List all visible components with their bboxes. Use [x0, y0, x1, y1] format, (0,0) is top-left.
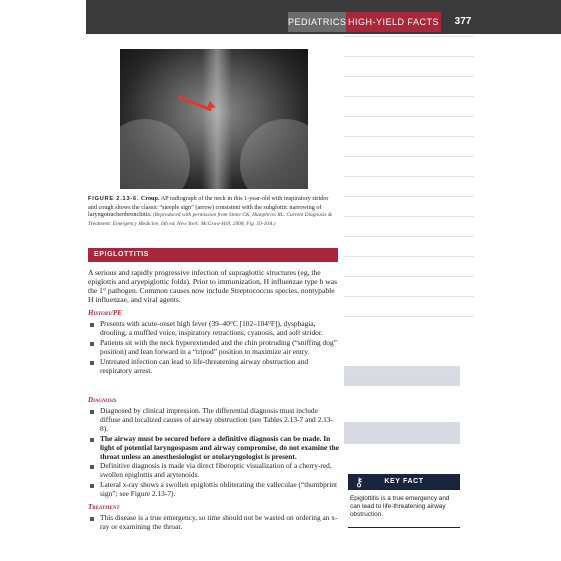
- list-item: Presents with acute-onset high fever (39–40°C [102–104°F]), dysphagia, drooling, a muffled voice, inspiratory retractions, cyanosis, and soft stridor.: [88, 320, 340, 338]
- header-book-title: HIGH-YIELD FACTS IN: [346, 12, 441, 32]
- treatment-list: [88, 514, 340, 533]
- key-fact-title: KEY FACT: [348, 474, 460, 490]
- figure-caption-text: AP radiograph of the neck in this 1-year-old with inspiratory stridor and cough shows the classic “steeple sign” (arrow) consistent with the subglottic narrowing of laryngotracheobronchitis.: [88, 195, 329, 219]
- header-section-label: PEDIATRICS: [288, 12, 346, 32]
- list-item: Lateral x-ray shows a swollen epiglottis obliterating the valleculae (“thumbprint sign”; see Figure 2.13-7).: [88, 481, 340, 499]
- section-title: EPIGLOTTITIS: [88, 248, 338, 262]
- figure-source: (Reproduced with permission from Stone CK, Humphries RL. Current Diagnosis & Treatment: Emergency Medicine, 6th ed. New York: McGraw-Hill, 2008, Fig. 50-10A.): [88, 212, 333, 227]
- list-item: This disease is a true emergency, so time should not be wasted on ordering an x-ray or examining the throat.: [88, 514, 340, 532]
- list-item: Definitive diagnosis is made via direct fiberoptic visualization of a cherry-red, swollen epiglottis and arytenoids.: [88, 462, 340, 480]
- key-fact-text: Epiglottitis is a true emergency and can lead to life-threatening airway obstruction.: [350, 495, 450, 519]
- list-item: Diagnosed by clinical impression. The differential diagnosis must include diffuse and localized causes of airway obstruction (see Tables 2.13-7 and 2.13-8).: [88, 407, 340, 434]
- key-icon: ⚷: [354, 475, 364, 489]
- treatment-heading: Treatment: [88, 503, 120, 511]
- page-number: 377: [454, 16, 472, 27]
- key-fact-divider: [348, 527, 460, 528]
- figure-label: FIGURE 2.13-6.: [88, 196, 140, 202]
- croup-xray-image: [120, 49, 308, 189]
- figure-title: Croup.: [140, 195, 160, 202]
- intro-paragraph: A serious and rapidly progressive infection of supraglottic structures (eg, the epiglottis and aryepiglottic folds). Prior to immunization, H influenzae type b was the 1° pathogen. Common causes now include Streptococcus species, nontypable H influenzae, and viral agents.: [88, 268, 338, 305]
- page-margin: [0, 0, 86, 561]
- list-item: Untreated infection can lead to life-threatening airway obstruction and respiratory arrest.: [88, 358, 340, 376]
- diagnosis-list: [88, 407, 340, 500]
- figure-caption: [88, 195, 338, 228]
- history-heading: History/PE: [88, 309, 122, 317]
- history-list: [88, 320, 340, 376]
- bleed-through-table: [344, 36, 474, 356]
- diagnosis-heading: Diagnosis: [88, 396, 117, 404]
- list-item: Patients sit with the neck hyperextended and the chin protruding (“sniffing dog” position) and lean forward in a “tripod” position to maximize air entry.: [88, 339, 340, 357]
- list-item: The airway must be secured before a definitive diagnosis can be made. In light of potential laryngospasm and airway compromise, do not examine the throat unless an anesthesiologist or otolaryngologist is present.: [88, 435, 340, 462]
